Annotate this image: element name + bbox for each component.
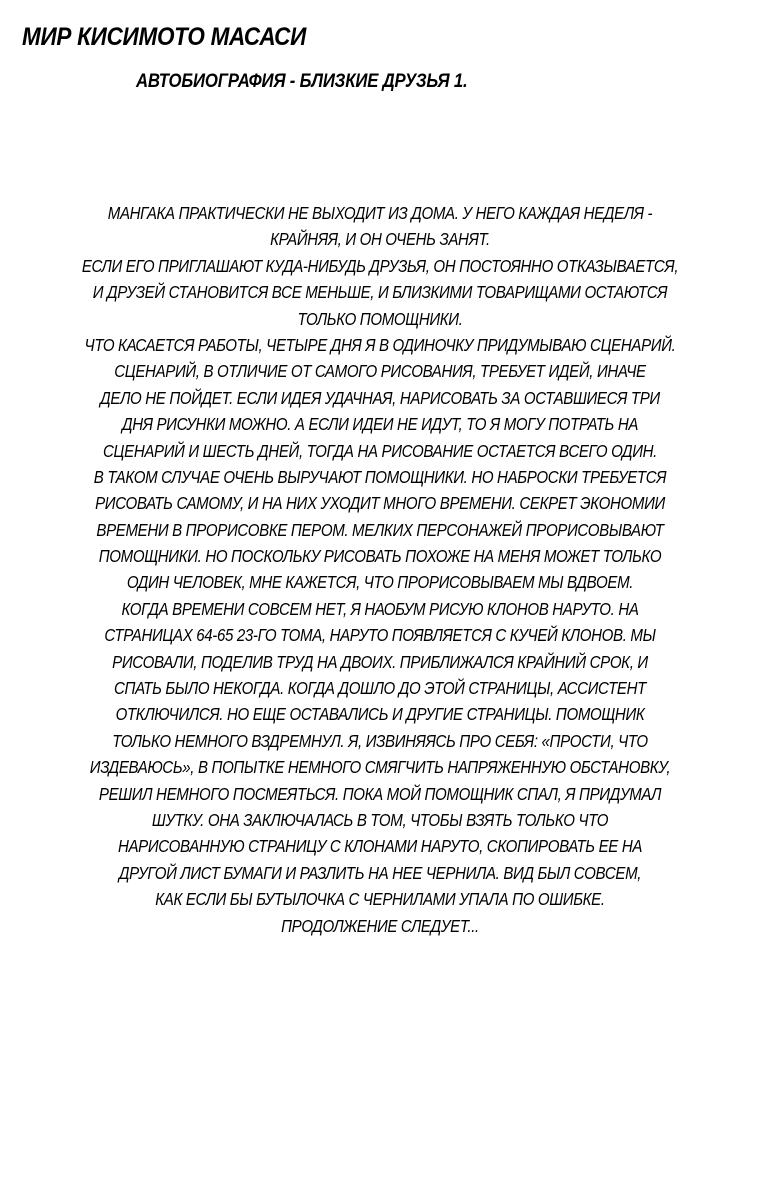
text-line: РИСОВАЛИ, ПОДЕЛИВ ТРУД НА ДВОИХ. ПРИБЛИЖАЛСЯ КРАЙНИЙ СРОК, И — [112, 651, 648, 672]
text-line: ДНЯ РИСУНКИ МОЖНО. А ЕСЛИ ИДЕИ НЕ ИДУТ, ТО Я МОГУ ПОТРАТЬ НА — [121, 414, 639, 435]
text-line: СТРАНИЦАХ 64-65 23-ГО ТОМА, НАРУТО ПОЯВЛЯЕТСЯ С КУЧЕЙ КЛОНОВ. МЫ — [104, 625, 656, 646]
text-line: КАК ЕСЛИ БЫ БУТЫЛОЧКА С ЧЕРНИЛАМИ УПАЛА ПО ОШИБКЕ. — [155, 889, 605, 910]
text-line: РЕШИЛ НЕМНОГО ПОСМЕЯТЬСЯ. ПОКА МОЙ ПОМОЩНИК СПАЛ, Я ПРИДУМАЛ — [98, 783, 662, 804]
text-line: ВРЕМЕНИ В ПРОРИСОВКЕ ПЕРОМ. МЕЛКИХ ПЕРСОНАЖЕЙ ПРОРИСОВЫВАЮТ — [96, 519, 664, 540]
text-line: КРАЙНЯЯ, И ОН ОЧЕНЬ ЗАНЯТ. — [270, 229, 490, 250]
article-body — [0, 200, 760, 939]
text-line: МАНГАКА ПРАКТИЧЕСКИ НЕ ВЫХОДИТ ИЗ ДОМА. У НЕГО КАЖДАЯ НЕДЕЛЯ - — [107, 203, 653, 223]
text-line: ДРУГОЙ ЛИСТ БУМАГИ И РАЗЛИТЬ НА НЕЕ ЧЕРНИЛА. ВИД БЫЛ СОВСЕМ, — [118, 862, 642, 883]
text-line: И ДРУЗЕЙ СТАНОВИТСЯ ВСЕ МЕНЬШЕ, И БЛИЗКИМИ ТОВАРИЩАМИ ОСТАЮТСЯ — [92, 282, 668, 303]
page-title: МИР КИСИМОТО МАСАСИ — [22, 23, 307, 51]
text-line: ИЗДЕВАЮСЬ», В ПОПЫТКЕ НЕМНОГО СМЯГЧИТЬ НАПРЯЖЕННУЮ ОБСТАНОВКУ, — [89, 757, 671, 778]
text-line: ТОЛЬКО НЕМНОГО ВЗДРЕМНУЛ. Я, ИЗВИНЯЯСЬ ПРО СЕБЯ: «ПРОСТИ, ЧТО — [112, 730, 648, 751]
text-line: ПОМОЩНИКИ. НО ПОСКОЛЬКУ РИСОВАТЬ ПОХОЖЕ НА МЕНЯ МОЖЕТ ТОЛЬКО — [98, 546, 662, 567]
text-line: РИСОВАТЬ САМОМУ, И НА НИХ УХОДИТ МНОГО ВРЕМЕНИ. СЕКРЕТ ЭКОНОМИИ — [95, 493, 665, 514]
text-line: ЕСЛИ ЕГО ПРИГЛАШАЮТ КУДА-НИБУДЬ ДРУЗЬЯ, ОН ПОСТОЯННО ОТКАЗЫВАЕТСЯ, — [81, 255, 679, 276]
text-line: СПАТЬ БЫЛО НЕКОГДА. КОГДА ДОШЛО ДО ЭТОЙ СТРАНИЦЫ, АССИСТЕНТ — [113, 678, 647, 699]
text-line: НАРИСОВАННУЮ СТРАНИЦУ С КЛОНАМИ НАРУТО, СКОПИРОВАТЬ ЕЕ НА — [117, 836, 643, 857]
text-line: ШУТКУ. ОНА ЗАКЛЮЧАЛАСЬ В ТОМ, ЧТОБЫ ВЗЯТЬ ТОЛЬКО ЧТО — [151, 809, 609, 830]
text-line: ТОЛЬКО ПОМОЩНИКИ. — [297, 308, 463, 329]
text-line: ЧТО КАСАЕТСЯ РАБОТЫ, ЧЕТЫРЕ ДНЯ Я В ОДИНОЧКУ ПРИДУМЫВАЮ СЦЕНАРИЙ. — [84, 334, 676, 355]
closing-line: ПРОДОЛЖЕНИЕ СЛЕДУЕТ... — [281, 915, 479, 936]
page-subtitle: АВТОБИОГРАФИЯ - БЛИЗКИЕ ДРУЗЬЯ 1. — [136, 71, 468, 92]
text-line: ОДИН ЧЕЛОВЕК, МНЕ КАЖЕТСЯ, ЧТО ПРОРИСОВЫВАЕМ МЫ ВДВОЕМ. — [126, 572, 634, 593]
text-line: В ТАКОМ СЛУЧАЕ ОЧЕНЬ ВЫРУЧАЮТ ПОМОЩНИКИ. НО НАБРОСКИ ТРЕБУЕТСЯ — [93, 466, 667, 487]
text-line: СЦЕНАРИЙ, В ОТЛИЧИЕ ОТ САМОГО РИСОВАНИЯ, ТРЕБУЕТ ИДЕЙ, ИНАЧЕ — [114, 361, 646, 382]
text-line: ОТКЛЮЧИЛСЯ. НО ЕЩЕ ОСТАВАЛИСЬ И ДРУГИЕ СТРАНИЦЫ. ПОМОЩНИК — [115, 704, 645, 725]
text-line: КОГДА ВРЕМЕНИ СОВСЕМ НЕТ, Я НАОБУМ РИСУЮ КЛОНОВ НАРУТО. НА — [121, 598, 639, 619]
text-line: СЦЕНАРИЙ И ШЕСТЬ ДНЕЙ, ТОГДА НА РИСОВАНИЕ ОСТАЕТСЯ ВСЕГО ОДИН. — [103, 440, 657, 461]
text-line: ДЕЛО НЕ ПОЙДЕТ. ЕСЛИ ИДЕЯ УДАЧНАЯ, НАРИСОВАТЬ ЗА ОСТАВШИЕСЯ ТРИ — [100, 387, 660, 408]
